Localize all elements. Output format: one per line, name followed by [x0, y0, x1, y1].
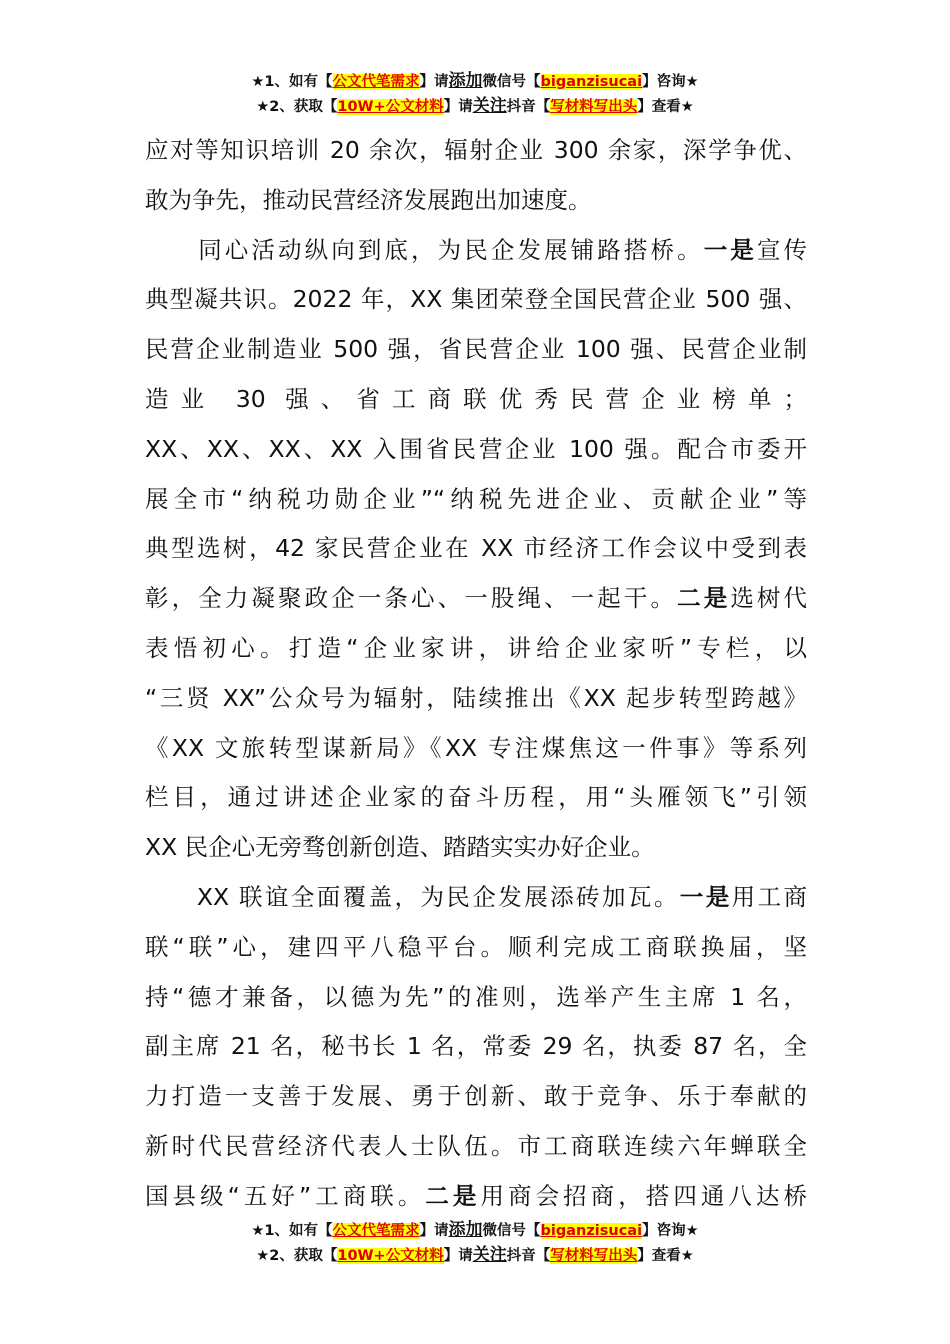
wechat-id: biganzisucai: [540, 74, 643, 90]
text-segment: 同心活动纵向到底，为民企发展铺路搭桥。: [145, 235, 704, 264]
text-line: [145, 1022, 807, 1072]
wechat-id: biganzisucai: [540, 1223, 643, 1239]
text-segment: 新时代民营经济代表人士队伍。市工商联连续六年蝉联全: [145, 1131, 807, 1160]
banner-text: ★2、获取【: [256, 99, 338, 115]
text-line: [145, 275, 807, 325]
text-segment: 持“德才兼备，以德为先”的准则，选举产生主席 1 名，: [145, 982, 807, 1011]
text-line: [145, 475, 807, 525]
banner-text: 】查看★: [637, 1248, 694, 1264]
emphasis-text: 添加: [448, 1220, 483, 1240]
banner-row-1: [0, 69, 950, 94]
banner-text: 】查看★: [637, 99, 694, 115]
highlight-text: 10W+公文材料: [337, 99, 444, 115]
banner-text: 】请: [419, 74, 449, 90]
text-segment: XX、XX、XX、XX 入围省民营企业 100 强。配合市委开: [145, 434, 807, 463]
text-line: [145, 1172, 807, 1222]
text-segment: 用商会招商，搭四通八达桥: [480, 1181, 808, 1210]
text-line: [145, 425, 807, 475]
emphasis-text: 添加: [448, 71, 483, 91]
text-segment: 民营企业制造业 500 强，省民营企业 100 强、民营企业制: [145, 335, 807, 364]
text-line: [145, 226, 807, 276]
text-line: [145, 1122, 807, 1172]
text-segment: 联“联”心，建四平八稳平台。顺利完成工商联换届，坚: [145, 932, 807, 961]
text-line: [145, 375, 807, 425]
text-segment: 宣传: [756, 235, 808, 264]
text-line: [145, 823, 807, 873]
text-line: [145, 674, 807, 724]
banner-text: ★1、如有【: [251, 74, 333, 90]
text-line: [145, 724, 807, 774]
text-segment: 应对等知识培训 20 余次，辐射企业 300 余家，深学争优、: [145, 136, 807, 164]
text-segment: 国县级“五好”工商联。: [145, 1181, 426, 1210]
text-segment: 《XX 文旅转型谋新局》《XX 专注煤焦这一件事》等系列: [145, 733, 807, 762]
emphasis-text: 关注: [472, 1245, 507, 1265]
text-segment: 栏目，通过讲述企业家的奋斗历程，用“头雁领飞”引领: [145, 783, 807, 812]
text-segment: 造业 30 强、省工商联优秀民营企业榜单；: [145, 384, 807, 413]
text-segment: “三贤 XX”公众号为辐射，陆续推出《XX 起步转型跨越》: [145, 683, 807, 712]
text-segment: 彰，全力凝聚政企一条心、一股绳、一起干。: [145, 584, 678, 613]
text-segment: 典型选树，42 家民营企业在 XX 市经济工作会议中受到表: [145, 534, 807, 563]
text-line: [145, 1072, 807, 1122]
banner-text: 微信号【: [482, 74, 541, 90]
text-line: [145, 176, 807, 226]
text-line: [145, 624, 807, 674]
banner-row-2: [0, 94, 950, 119]
banner-text: ★2、获取【: [256, 1248, 338, 1264]
banner-text: 】咨询★: [642, 1223, 699, 1239]
text-segment: 展全市“纳税功勋企业”“纳税先进企业、贡献企业”等: [145, 484, 807, 513]
text-segment: 用工商: [731, 882, 808, 911]
highlight-text: 公文代笔需求: [332, 74, 420, 90]
banner-text: 微信号【: [482, 1223, 541, 1239]
highlight-text: 10W+公文材料: [337, 1248, 444, 1264]
footer-banner: [0, 1218, 950, 1268]
body-text: [145, 126, 807, 1222]
banner-text: 】请: [419, 1223, 449, 1239]
bold-keyword: 一是: [679, 882, 732, 911]
text-segment: XX 民企心无旁骛创新创造、踏踏实实办好企业。: [145, 833, 655, 862]
text-segment: 典型凝共识。2022 年，XX 集团荣登全国民营企业 500 强、: [145, 285, 807, 314]
text-line: [145, 325, 807, 375]
banner-text: 抖音【: [506, 1248, 551, 1264]
emphasis-text: 关注: [472, 96, 507, 116]
header-banner: [0, 69, 950, 119]
text-segment: XX 联谊全面覆盖，为民企发展添砖加瓦。: [145, 882, 680, 911]
bold-keyword: 二是: [425, 1181, 481, 1210]
text-line: [145, 923, 807, 973]
text-segment: 选树代: [730, 584, 808, 613]
text-segment: 敢为争先，推动民营经济发展跑出加速度。: [145, 185, 592, 214]
text-segment: 副主席 21 名，秘书长 1 名，常委 29 名，执委 87 名，全: [145, 1032, 807, 1061]
text-line: [145, 126, 807, 176]
banner-text: 】咨询★: [642, 74, 699, 90]
banner-text: 抖音【: [506, 99, 551, 115]
text-line: [145, 773, 807, 823]
highlight-text: 公文代笔需求: [332, 1223, 420, 1239]
text-segment: 力打造一支善于发展、勇于创新、敢于竞争、乐于奉献的: [145, 1082, 807, 1111]
banner-text: ★1、如有【: [251, 1223, 333, 1239]
douyin-id: 写材料写出头: [550, 99, 638, 115]
douyin-id: 写材料写出头: [550, 1248, 638, 1264]
text-line: [145, 574, 807, 624]
text-line: [145, 873, 807, 923]
banner-text: 】请: [443, 1248, 473, 1264]
text-line: [145, 973, 807, 1023]
banner-text: 】请: [443, 99, 473, 115]
bold-keyword: 二是: [677, 584, 731, 613]
text-segment: 表悟初心。打造“企业家讲，讲给企业家听”专栏，以: [145, 633, 807, 662]
bold-keyword: 一是: [703, 235, 757, 264]
banner-row-2: [0, 1243, 950, 1268]
banner-row-1: [0, 1218, 950, 1243]
text-line: [145, 524, 807, 574]
